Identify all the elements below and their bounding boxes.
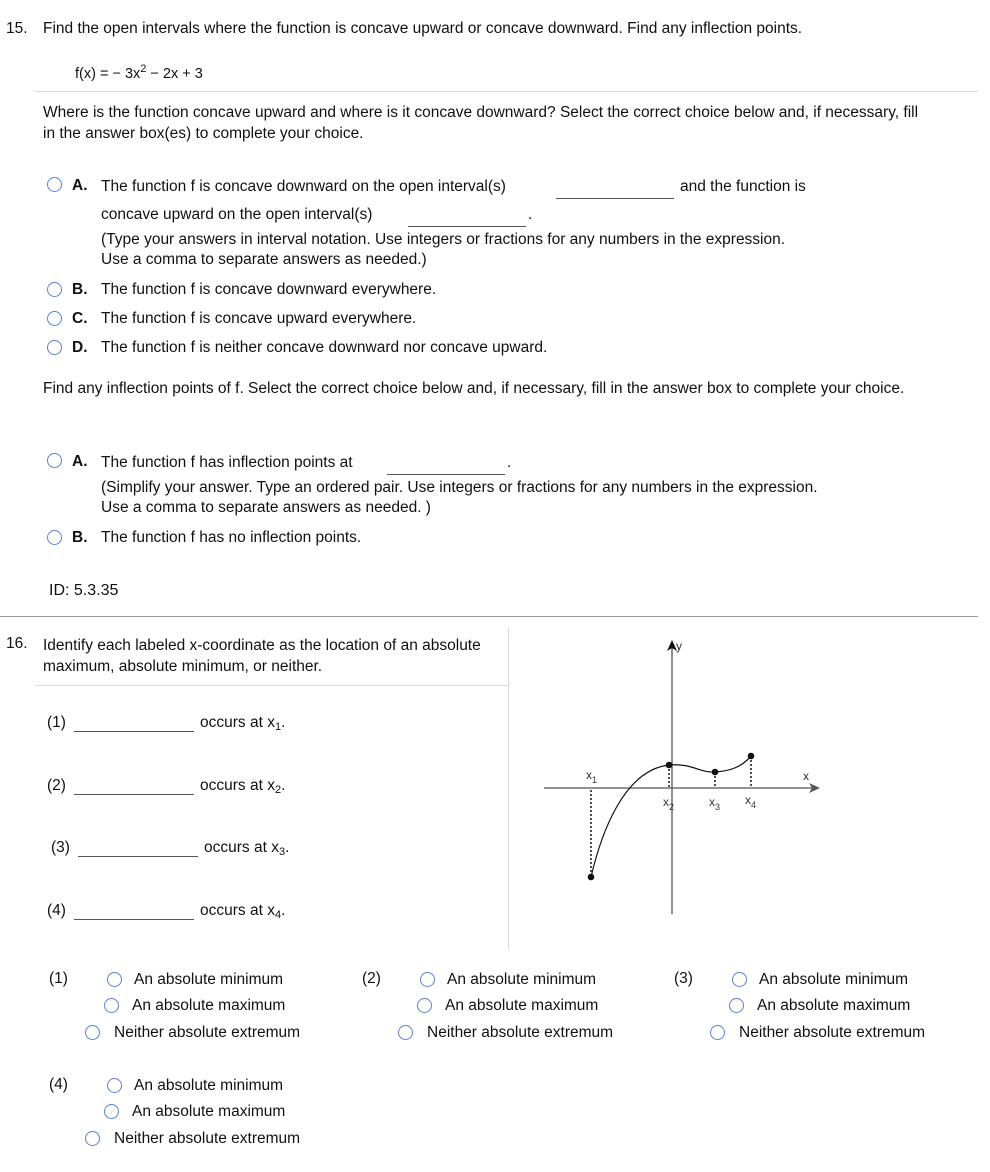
radio-1-option-1[interactable] [107, 972, 122, 987]
function-exponent: 2 [140, 63, 147, 75]
function-lhs: f(x) = − 3x [75, 66, 141, 82]
label-x2: $x_2$ [663, 795, 675, 812]
choice-letter: A. [72, 453, 88, 470]
choice-a-text3: concave upward on the open interval(s) [101, 206, 373, 223]
point-x4 [748, 753, 755, 760]
question-number: 15. [6, 20, 28, 37]
radio-4-option-2[interactable] [104, 1104, 119, 1119]
period: . [528, 206, 533, 223]
radio-part2-b[interactable] [47, 530, 62, 545]
y-axis-label: y [676, 639, 682, 653]
group-label: (1) [49, 970, 68, 987]
radio-part1-c[interactable] [47, 311, 62, 326]
choice-letter: D. [72, 339, 88, 356]
radio-part1-a[interactable] [47, 177, 62, 192]
blank-label: (1) [47, 714, 66, 731]
question-divider [0, 616, 978, 617]
blank-label: (3) [51, 839, 70, 856]
label-x4: $x_4$ [745, 793, 757, 810]
option-label: An absolute maximum [132, 997, 286, 1014]
concave-down-input[interactable] [556, 198, 674, 199]
radio-2-option-2[interactable] [417, 998, 432, 1013]
choice-letter: C. [72, 310, 88, 327]
question-prompt: Find the open intervals where the function is concave upward or concave downward. Find any inflection points. [43, 20, 803, 37]
part1-prompt: Where is the function concave upward and where is it concave downward? Select the correct choice below and, if necessary, fill in the answer box(es) to complete your choice. [43, 104, 919, 142]
blank-input-1[interactable] [74, 731, 194, 732]
divider [35, 91, 978, 92]
inflection-a-text: The function f has inflection points at [101, 454, 353, 471]
choice-d-text: The function f is neither concave downward nor concave upward. [101, 339, 548, 356]
question-id: ID: 5.3.35 [49, 582, 119, 599]
point-x2 [666, 762, 673, 769]
radio-1-option-2[interactable] [104, 998, 119, 1013]
blank-input-3[interactable] [78, 856, 198, 857]
blank-text: occurs at $x_3$. [204, 839, 290, 858]
function-graph [530, 630, 830, 920]
vertical-divider [508, 627, 509, 950]
label-x1: $x_1$ [586, 768, 598, 785]
option-label: An absolute minimum [134, 971, 284, 988]
inflection-input[interactable] [387, 474, 505, 475]
point-x1 [588, 874, 595, 881]
radio-4-option-3[interactable] [85, 1131, 100, 1146]
radio-2-option-1[interactable] [420, 972, 435, 987]
blank-text: occurs at $x_4$. [200, 902, 286, 921]
option-label: An absolute minimum [447, 971, 597, 988]
function-rest: − 2x + 3 [146, 66, 203, 82]
choice-a-hint: (Type your answers in interval notation. Use integers or fractions for any numbers in the expression. Use a comma to separate answers as needed.) [101, 231, 786, 268]
group-label: (2) [362, 970, 381, 987]
concave-up-input[interactable] [408, 226, 526, 227]
choice-b-text: The function f is concave downward everywhere. [101, 281, 437, 298]
blank-text: occurs at $x_1$. [200, 714, 286, 733]
divider [35, 685, 508, 686]
option-label: Neither absolute extremum [114, 1130, 301, 1147]
inflection-hint: (Simplify your answer. Type an ordered pair. Use integers or fractions for any numbers in the expression. Use a comma to separate answers as needed. ) [101, 479, 818, 516]
group-label: (3) [674, 970, 693, 987]
option-label: Neither absolute extremum [739, 1024, 926, 1041]
blank-input-2[interactable] [74, 794, 194, 795]
radio-part2-a[interactable] [47, 453, 62, 468]
question-prompt: Identify each labeled x-coordinate as the location of an absolute maximum, absolute minimum, or neither. [43, 637, 481, 675]
choice-a-text2: and the function is [680, 178, 806, 195]
radio-3-option-3[interactable] [710, 1025, 725, 1040]
radio-3-option-1[interactable] [732, 972, 747, 987]
choice-letter: B. [72, 529, 88, 546]
label-x3: $x_3$ [709, 795, 721, 812]
radio-4-option-1[interactable] [107, 1078, 122, 1093]
option-label: An absolute maximum [445, 997, 599, 1014]
blank-label: (4) [47, 902, 66, 919]
option-label: An absolute minimum [134, 1077, 284, 1094]
radio-3-option-2[interactable] [729, 998, 744, 1013]
period: . [507, 454, 512, 471]
radio-part1-b[interactable] [47, 282, 62, 297]
group-label: (4) [49, 1076, 68, 1093]
choice-c-text: The function f is concave upward everywhere. [101, 310, 417, 327]
x-axis-label: x [803, 769, 809, 783]
function-curve [591, 756, 751, 877]
question-number: 16. [6, 635, 28, 652]
choice-letter: A. [72, 177, 88, 194]
part2-prompt: Find any inflection points of f. Select the correct choice below and, if necessary, fill in the answer box to complete your choice. [43, 380, 905, 397]
blank-text: occurs at $x_2$. [200, 777, 286, 796]
blank-input-4[interactable] [74, 919, 194, 920]
blank-label: (2) [47, 777, 66, 794]
radio-part1-d[interactable] [47, 340, 62, 355]
inflection-b-text: The function f has no inflection points. [101, 529, 362, 546]
point-x3 [712, 769, 719, 776]
option-label: An absolute maximum [132, 1103, 286, 1120]
option-label: Neither absolute extremum [427, 1024, 614, 1041]
choice-letter: B. [72, 281, 88, 298]
option-label: An absolute maximum [757, 997, 911, 1014]
function-expression [75, 63, 203, 82]
choice-a-text: The function f is concave downward on the open interval(s) [101, 178, 506, 195]
option-label: An absolute minimum [759, 971, 909, 988]
option-label: Neither absolute extremum [114, 1024, 301, 1041]
radio-1-option-3[interactable] [85, 1025, 100, 1040]
radio-2-option-3[interactable] [398, 1025, 413, 1040]
